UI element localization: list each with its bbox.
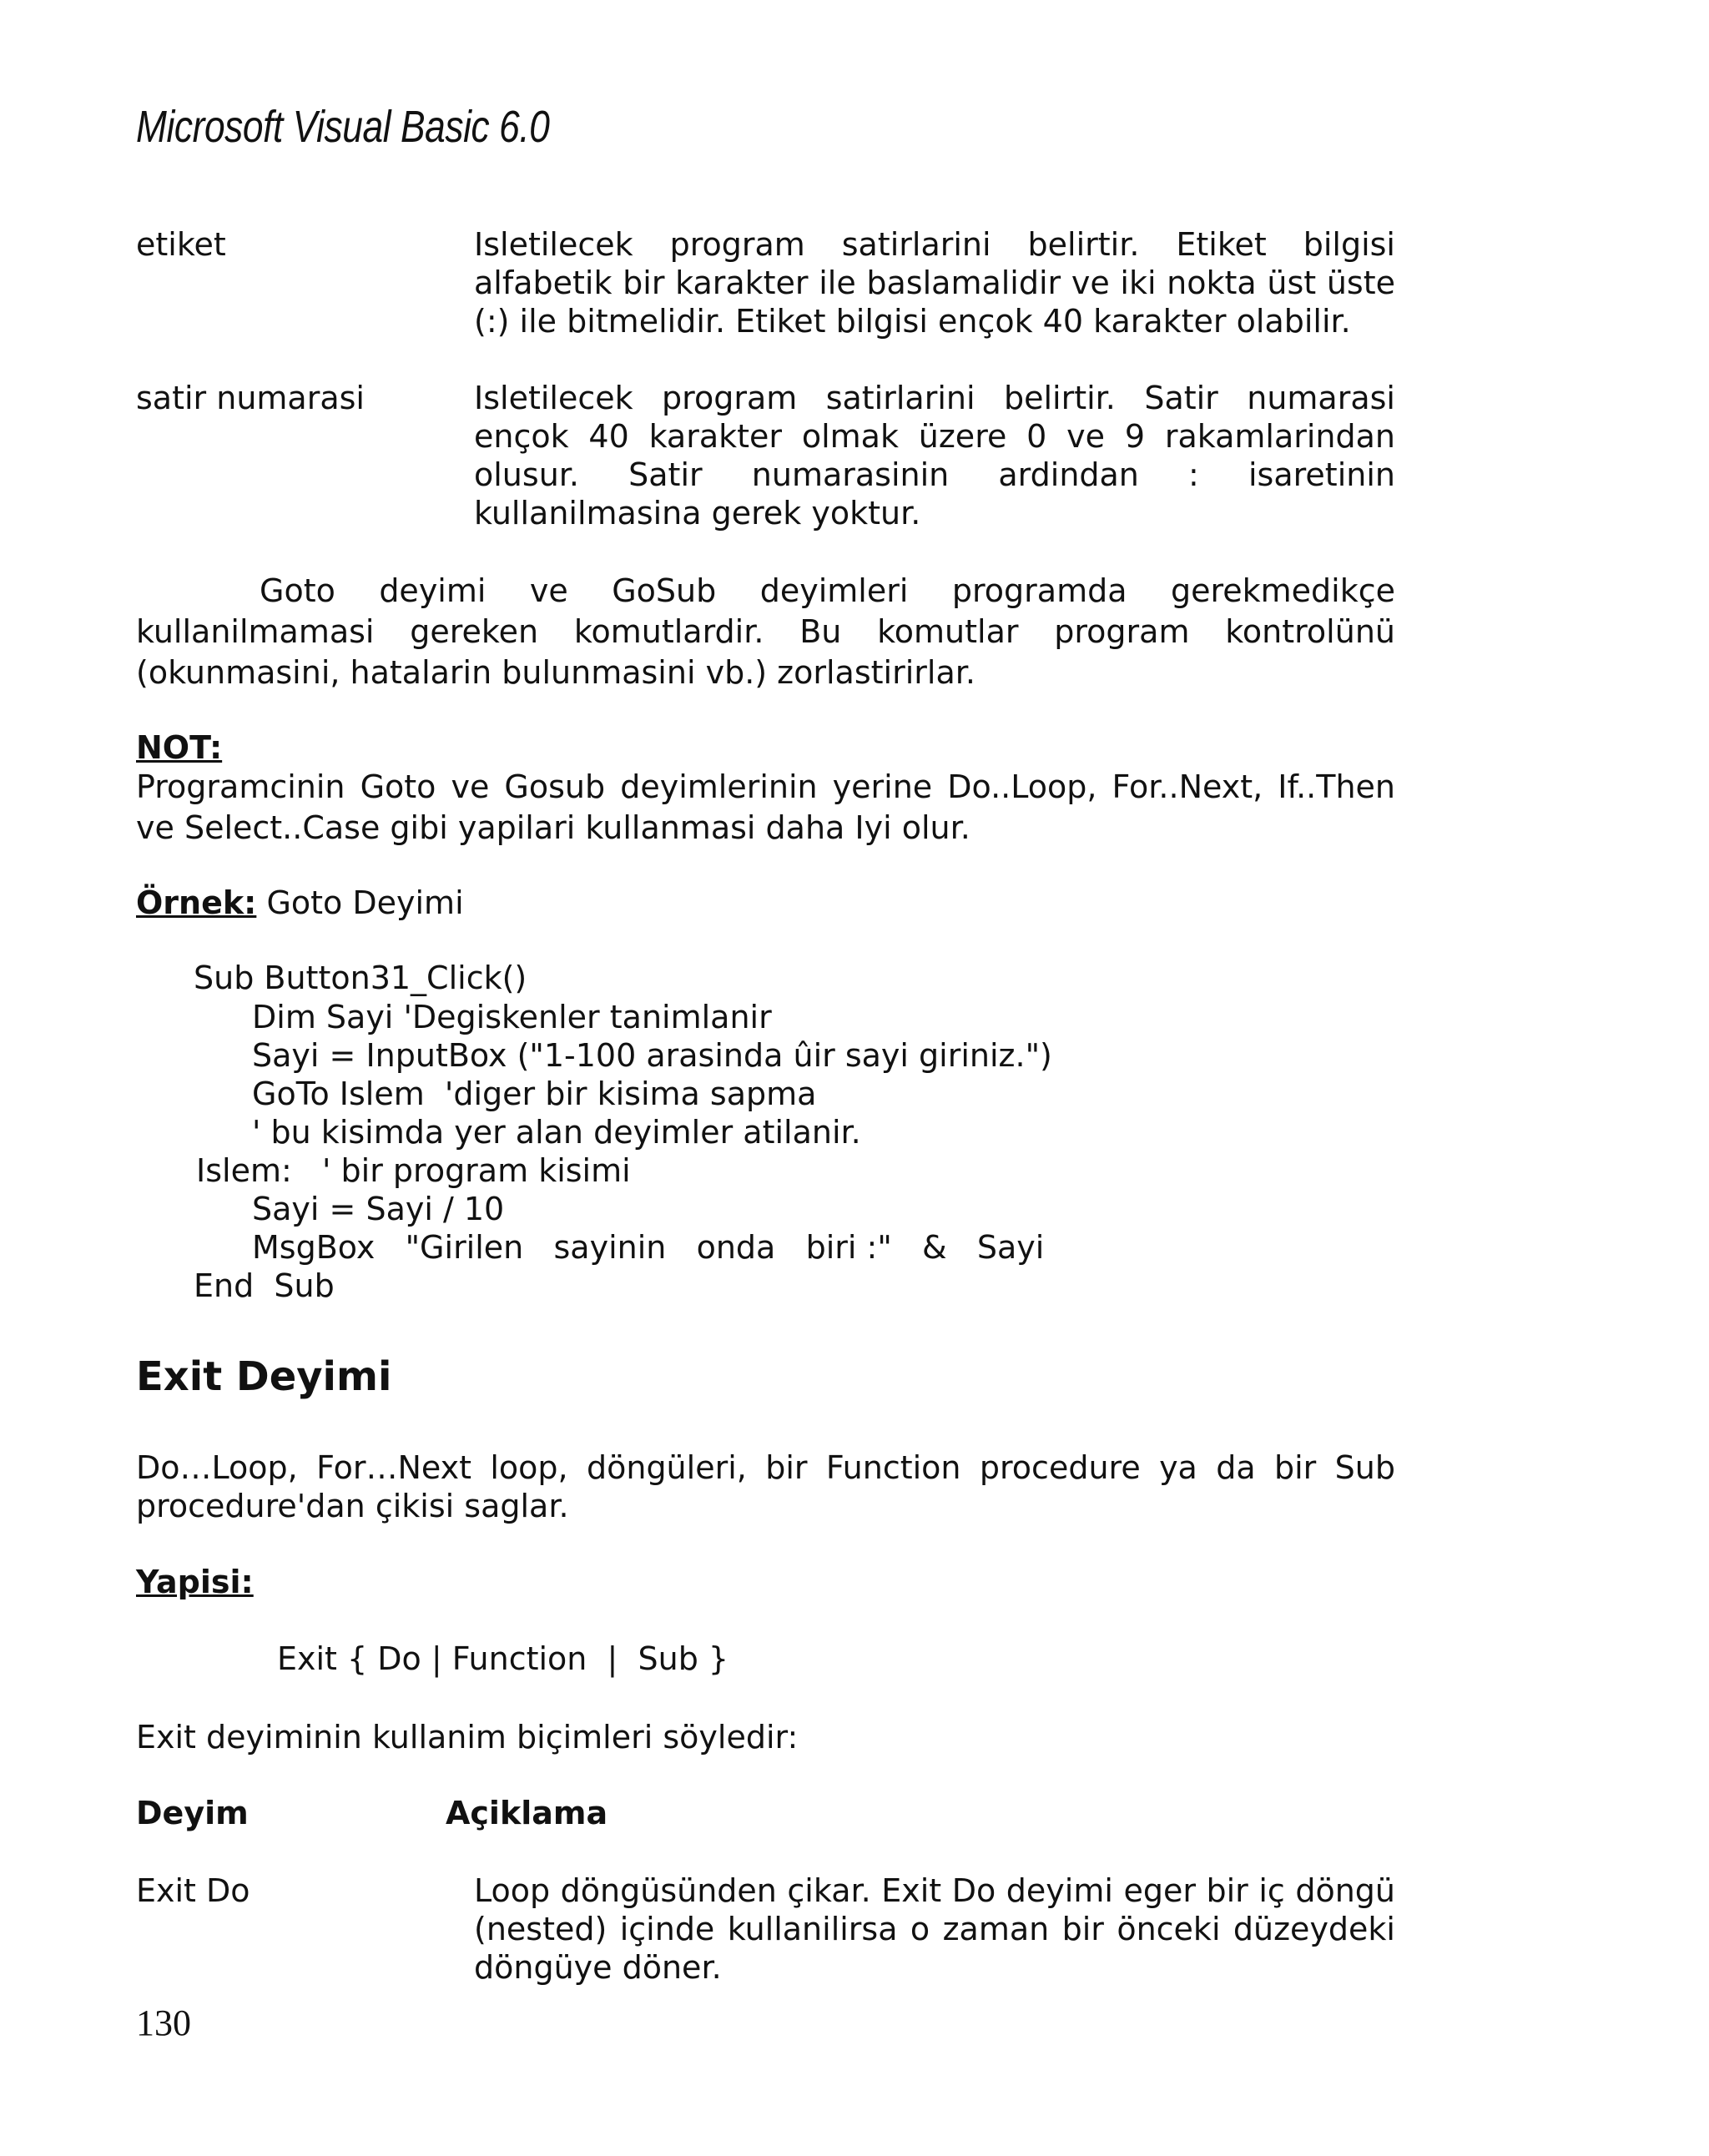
code-line: GoTo Islem 'diger bir kisima sapma <box>252 1075 817 1112</box>
param-description-satir-numarasi: Isletilecek program satirlarini belirtir. Satir numarasi ençok 40 karakter olmak üzere 0 ve 9 rakamlarindan olusur. Satir numarasinin ardindan : isaretinin kullanilmasina gerek yoktur. <box>474 380 1395 531</box>
code-line: Sayi = Sayi / 10 <box>252 1191 505 1227</box>
table-row-term: Exit Do <box>136 1872 250 1909</box>
table-header-aciklama: Açiklama <box>446 1795 608 1831</box>
syntax-label: Yapisi: <box>136 1564 254 1600</box>
section-intro: Do…Loop, For…Next loop, döngüleri, bir Function procedure ya da bir Sub procedure'dan çikisi saglar. <box>136 1449 1395 1524</box>
param-description-etiket: Isletilecek program satirlarini belirtir. Etiket bilgisi alfabetik bir karakter ile baslamalidir ve iki nokta üst üste (:) ile bitmelidir. Etiket bilgisi ençok 40 karakter olabilir. <box>474 226 1395 340</box>
page-number: 130 <box>136 2002 191 2043</box>
param-term-etiket: etiket <box>136 226 226 263</box>
code-line: End Sub <box>194 1267 335 1304</box>
goto-paragraph: Goto deyimi ve GoSub deyimleri programda gerekmedikçe kullanilmamasi gereken komutlardir. Bu komutlar program kontrolünü (okunmasini, hatalarin bulunmasini vb.) zorlastirirlar. <box>136 572 1395 691</box>
code-line: Sub Button31_Click() <box>194 960 527 996</box>
syntax-line: Exit { Do | Function | Sub } <box>277 1640 729 1677</box>
code-line: Sayi = InputBox ("1-100 arasinda ûir sayi giriniz.") <box>252 1037 1052 1074</box>
running-header: Microsoft Visual Basic 6.0 <box>136 102 550 152</box>
example-heading <box>136 884 464 922</box>
param-term-satir-numarasi: satir numarasi <box>136 380 365 416</box>
table-header-deyim: Deyim <box>136 1795 249 1831</box>
example-label: Örnek: <box>136 884 257 921</box>
code-line: Dim Sayi 'Degiskenler tanimlanir <box>252 999 772 1035</box>
example-title: Goto Deyimi <box>266 884 464 921</box>
note-label: NOT: <box>136 729 223 766</box>
table-row-description: Loop döngüsünden çikar. Exit Do deyimi eger bir iç döngü (nested) içinde kullanilirsa o zaman bir önceki düzeydeki döngüye döner. <box>474 1872 1395 1986</box>
code-line: MsgBox "Girilen sayinin onda biri :" & Sayi <box>252 1229 1045 1266</box>
note-text: Programcinin Goto ve Gosub deyimlerinin yerine Do..Loop, For..Next, If..Then ve Select..Case gibi yapilari kullanmasi daha Iyi olur. <box>136 768 1395 846</box>
code-line: ' bu kisimda yer alan deyimler atilanir. <box>252 1114 861 1151</box>
section-title: Exit Deyimi <box>136 1353 392 1400</box>
usage-text: Exit deyiminin kullanim biçimleri söyledir: <box>136 1719 799 1756</box>
code-line: Islem: ' bir program kisimi <box>196 1152 631 1189</box>
